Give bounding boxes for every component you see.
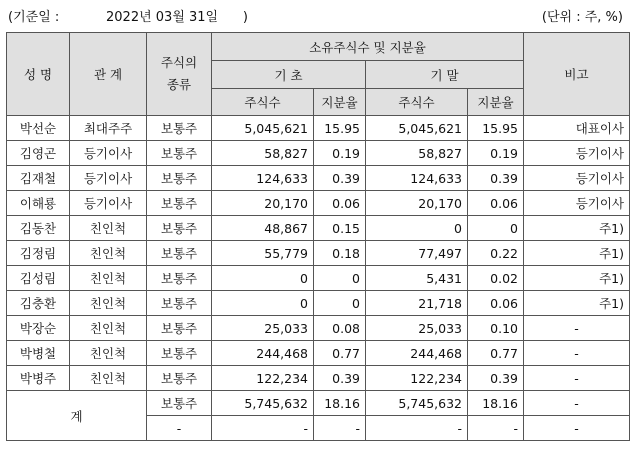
stock-type-cell: 보통주 <box>147 141 212 166</box>
note-cell: 주1) <box>524 241 630 266</box>
header-end-ratio: 지분율 <box>468 89 524 116</box>
stock-type-cell: 보통주 <box>147 366 212 391</box>
table-row <box>7 191 630 216</box>
header-begin-ratio: 지분율 <box>314 89 366 116</box>
total-end-shares-cell: - <box>366 416 468 441</box>
stock-type-cell: 보통주 <box>147 291 212 316</box>
note-cell: 주1) <box>524 216 630 241</box>
table-row <box>7 216 630 241</box>
header-begin-shares: 주식수 <box>212 89 314 116</box>
table-row <box>7 141 630 166</box>
header-note: 비고 <box>524 33 630 116</box>
begin-shares-cell: 20,170 <box>212 191 314 216</box>
name-cell: 박선순 <box>7 116 70 141</box>
end-ratio-cell: 0.06 <box>468 291 524 316</box>
unit-label: (단위 : 주, %) <box>541 10 623 25</box>
end-shares-cell: 0 <box>366 216 468 241</box>
table-row <box>7 316 630 341</box>
begin-ratio-cell: 0.19 <box>314 141 366 166</box>
name-cell: 박병철 <box>7 341 70 366</box>
end-shares-cell: 58,827 <box>366 141 468 166</box>
relation-cell: 친인척 <box>70 216 147 241</box>
end-ratio-cell: 0.10 <box>468 316 524 341</box>
stock-type-cell: 보통주 <box>147 116 212 141</box>
note-cell: - <box>524 366 630 391</box>
relation-cell: 최대주주 <box>70 116 147 141</box>
stock-type-cell: 보통주 <box>147 191 212 216</box>
note-cell: 등기이사 <box>524 166 630 191</box>
header-end-shares: 주식수 <box>366 89 468 116</box>
note-cell: 등기이사 <box>524 141 630 166</box>
name-cell: 김성림 <box>7 266 70 291</box>
begin-ratio-cell: 0.39 <box>314 166 366 191</box>
header-name: 성 명 <box>7 33 70 116</box>
total-note-cell: - <box>524 391 630 416</box>
table-row <box>7 341 630 366</box>
end-ratio-cell: 0.22 <box>468 241 524 266</box>
stock-type-cell: 보통주 <box>147 266 212 291</box>
name-cell: 김재철 <box>7 166 70 191</box>
table-row <box>7 166 630 191</box>
header-relation: 관 계 <box>70 33 147 116</box>
total-end-shares-cell: 5,745,632 <box>366 391 468 416</box>
relation-cell: 친인척 <box>70 291 147 316</box>
begin-ratio-cell: 0.18 <box>314 241 366 266</box>
end-shares-cell: 244,468 <box>366 341 468 366</box>
end-ratio-cell: 0.77 <box>468 341 524 366</box>
begin-shares-cell: 244,468 <box>212 341 314 366</box>
header-begin: 기 초 <box>212 61 366 89</box>
stock-type-cell: 보통주 <box>147 241 212 266</box>
begin-shares-cell: 58,827 <box>212 141 314 166</box>
table-row <box>7 266 630 291</box>
begin-shares-cell: 55,779 <box>212 241 314 266</box>
relation-cell: 친인척 <box>70 366 147 391</box>
note-cell: 주1) <box>524 266 630 291</box>
header-holding-group: 소유주식수 및 지분율 <box>212 33 524 61</box>
name-cell: 김동찬 <box>7 216 70 241</box>
begin-ratio-cell: 0.06 <box>314 191 366 216</box>
name-cell: 이해룡 <box>7 191 70 216</box>
end-ratio-cell: 0.19 <box>468 141 524 166</box>
relation-cell: 친인척 <box>70 241 147 266</box>
table-row <box>7 366 630 391</box>
note-cell: 주1) <box>524 291 630 316</box>
note-cell: 대표이사 <box>524 116 630 141</box>
begin-shares-cell: 5,045,621 <box>212 116 314 141</box>
stock-type-cell: 보통주 <box>147 316 212 341</box>
total-label: 계 <box>7 391 147 441</box>
begin-ratio-cell: 0.39 <box>314 366 366 391</box>
end-ratio-cell: 15.95 <box>468 116 524 141</box>
end-shares-cell: 124,633 <box>366 166 468 191</box>
table-row <box>7 241 630 266</box>
base-date-value: 2022년 03월 31일 ) <box>106 10 248 25</box>
end-shares-cell: 25,033 <box>366 316 468 341</box>
relation-cell: 등기이사 <box>70 141 147 166</box>
total-begin-ratio-cell: - <box>314 416 366 441</box>
end-ratio-cell: 0.39 <box>468 366 524 391</box>
total-end-ratio-cell: - <box>468 416 524 441</box>
begin-ratio-cell: 15.95 <box>314 116 366 141</box>
end-shares-cell: 122,234 <box>366 366 468 391</box>
end-ratio-cell: 0.06 <box>468 191 524 216</box>
begin-shares-cell: 25,033 <box>212 316 314 341</box>
name-cell: 김충환 <box>7 291 70 316</box>
total-begin-shares-cell: 5,745,632 <box>212 391 314 416</box>
name-cell: 박장순 <box>7 316 70 341</box>
note-cell: 등기이사 <box>524 191 630 216</box>
stock-type-cell: 보통주 <box>147 341 212 366</box>
note-cell: - <box>524 341 630 366</box>
end-ratio-cell: 0.02 <box>468 266 524 291</box>
begin-shares-cell: 0 <box>212 266 314 291</box>
table-row <box>7 116 630 141</box>
total-begin-ratio-cell: 18.16 <box>314 391 366 416</box>
begin-shares-cell: 124,633 <box>212 166 314 191</box>
base-date-label: (기준일 : <box>8 10 60 25</box>
begin-ratio-cell: 0 <box>314 266 366 291</box>
header-end: 기 말 <box>366 61 524 89</box>
stock-type-cell: 보통주 <box>147 216 212 241</box>
stock-type-cell: 보통주 <box>147 166 212 191</box>
begin-ratio-cell: 0.77 <box>314 341 366 366</box>
shareholding-table <box>6 32 630 441</box>
begin-shares-cell: 122,234 <box>212 366 314 391</box>
relation-cell: 친인척 <box>70 341 147 366</box>
name-cell: 박병주 <box>7 366 70 391</box>
relation-cell: 친인척 <box>70 266 147 291</box>
relation-cell: 등기이사 <box>70 191 147 216</box>
total-note-cell: - <box>524 416 630 441</box>
end-ratio-cell: 0 <box>468 216 524 241</box>
name-cell: 김정림 <box>7 241 70 266</box>
end-shares-cell: 21,718 <box>366 291 468 316</box>
begin-shares-cell: 0 <box>212 291 314 316</box>
name-cell: 김영곤 <box>7 141 70 166</box>
begin-ratio-cell: 0.08 <box>314 316 366 341</box>
end-ratio-cell: 0.39 <box>468 166 524 191</box>
total-row <box>7 391 630 416</box>
begin-shares-cell: 48,867 <box>212 216 314 241</box>
total-begin-shares-cell: - <box>212 416 314 441</box>
begin-ratio-cell: 0.15 <box>314 216 366 241</box>
end-shares-cell: 20,170 <box>366 191 468 216</box>
end-shares-cell: 5,045,621 <box>366 116 468 141</box>
end-shares-cell: 77,497 <box>366 241 468 266</box>
total-end-ratio-cell: 18.16 <box>468 391 524 416</box>
total-stock-type-cell: - <box>147 416 212 441</box>
table-row <box>7 291 630 316</box>
relation-cell: 등기이사 <box>70 166 147 191</box>
header-line <box>0 0 635 30</box>
relation-cell: 친인척 <box>70 316 147 341</box>
total-stock-type-cell: 보통주 <box>147 391 212 416</box>
note-cell: - <box>524 316 630 341</box>
end-shares-cell: 5,431 <box>366 266 468 291</box>
header-stock-type: 주식의 종류 <box>147 33 212 116</box>
begin-ratio-cell: 0 <box>314 291 366 316</box>
